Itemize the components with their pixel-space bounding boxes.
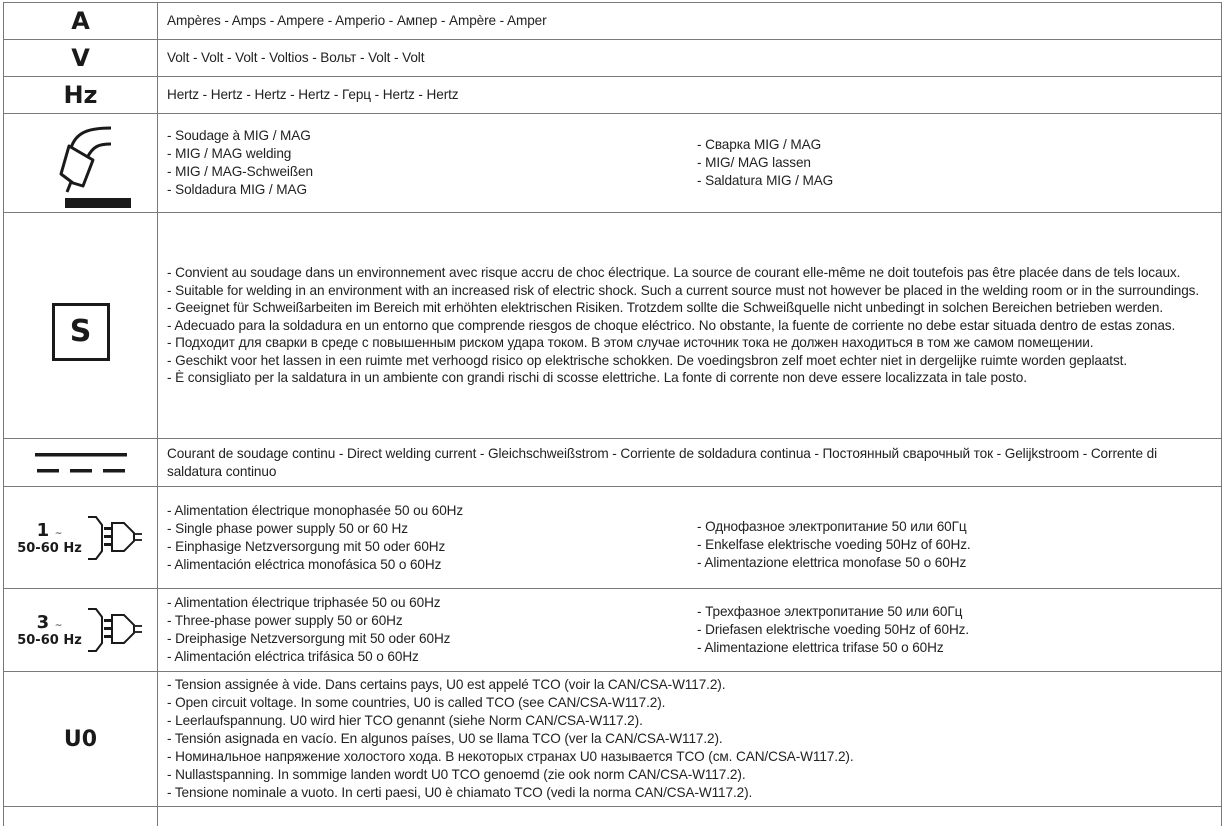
list-item: - Tension assignée à vide. Dans certains pays, U0 est appelé TCO (voir la CAN/CSA-W117.2).	[167, 677, 726, 692]
row-open-circuit-voltage	[4, 671, 1221, 806]
phase-number: 1	[36, 519, 50, 541]
list-item: - Suitable for welding in an environment with an increased risk of electric shock. Such a current source must not however be placed in the welding room or in the surroundings.	[167, 282, 1200, 298]
s-mark-list	[167, 264, 1211, 387]
mig-torch-icon	[31, 118, 131, 208]
description-cell	[158, 589, 1221, 671]
description-cell: Hertz - Hertz - Hertz - Hertz - Герц - Hertz - Hertz	[167, 87, 459, 102]
list-item: - Alimentazione elettrica monofase 50 o 60Hz	[697, 554, 967, 570]
hertz-symbol: Hz	[63, 81, 98, 109]
row-amps	[4, 2, 1221, 39]
description-cell	[158, 807, 1221, 826]
description-cell	[158, 114, 1221, 212]
three-phase-list-left	[167, 594, 697, 666]
list-item: - Dreiphasige Netzversorgung mit 50 oder 60Hz	[167, 631, 451, 646]
list-item: - Open circuit voltage. In some countries, U0 is called TCO (see CAN/CSA-W117.2).	[167, 695, 666, 710]
row-partial	[4, 806, 1221, 826]
symbol-cell: 1 ~ 50-60 Hz	[4, 487, 158, 588]
list-item: - È consigliato per la saldatura in un ambiente con grandi rischi di scosse elettriche. La fonte di corrente non deve essere localizzata in tale posto.	[167, 370, 1027, 386]
mig-list-left	[167, 127, 697, 199]
description-cell: Volt - Volt - Volt - Voltios - Вольт - Volt - Volt	[167, 50, 425, 65]
list-item: - Alimentación eléctrica monofásica 50 o 60Hz	[167, 556, 442, 572]
symbols-table	[3, 2, 1222, 826]
list-item: - MIG / MAG welding	[167, 146, 292, 161]
amps-symbol: A	[71, 7, 90, 35]
list-item: - MIG/ MAG lassen	[697, 155, 811, 170]
list-item: - Einphasige Netzversorgung mit 50 oder 60Hz	[167, 538, 446, 554]
phase-number: 3	[36, 612, 50, 633]
frequency-label: 50-60 Hz	[17, 633, 82, 648]
row-hertz	[4, 76, 1221, 113]
list-item: - Трехфазное электропитание 50 или 60Гц	[697, 604, 963, 619]
description-cell: Courant de soudage continu - Direct welding current - Gleichschweißstrom - Corriente de soldadura continua - Постоянный сварочный ток - Gelijkstroom - Corrente di saldatura continuo	[167, 445, 1157, 479]
list-item: - Alimentazione elettrica trifase 50 o 60Hz	[697, 640, 944, 655]
description-cell: Ampères - Amps - Ampere - Amperio - Ампер - Ampère - Amper	[167, 13, 547, 28]
symbol-cell	[4, 3, 158, 39]
list-item: - Однофазное электропитание 50 или 60Гц	[697, 518, 967, 534]
list-item: - Soldadura MIG / MAG	[167, 182, 307, 197]
list-item: - Geschikt voor het lassen in een ruimte met verhoogd risico op elektrische schokken. De voedingsbron zelf moet echter niet in dergelijke ruimte worden geplaatst.	[167, 352, 1128, 368]
list-item: - Adecuado para la soldadura en un entorno que comprende riesgos de choque eléctrico. No obstante, la fuente de corriente no debe estar situada dentro de estas zonas.	[167, 317, 1176, 333]
u0-list	[167, 676, 1211, 802]
description-cell	[158, 672, 1221, 806]
u0-symbol: U0	[63, 726, 98, 752]
list-item: - Tensión asignada en vacío. En algunos países, U0 se llama TCO (ver la CAN/CSA-W117.2).	[167, 731, 723, 746]
s-mark-icon: S	[52, 303, 110, 361]
frequency-label: 50-60 Hz	[17, 540, 82, 556]
symbol-cell	[4, 213, 158, 438]
symbol-cell	[4, 77, 158, 113]
direct-current-icon	[33, 450, 129, 476]
symbol-cell: 3 ~ 50-60 Hz	[4, 589, 158, 671]
volt-symbol: V	[71, 44, 90, 72]
single-phase-list-right	[697, 502, 1211, 574]
list-item: - Three-phase power supply 50 or 60Hz	[167, 613, 403, 628]
list-item: - Сварка MIG / MAG	[697, 137, 822, 152]
description-cell	[158, 213, 1221, 438]
row-volt	[4, 39, 1221, 76]
list-item: - Подходит для сварки в среде с повышенным риском удара током. В этом случае источник тока не должен находиться в том же самом помещении.	[167, 335, 1094, 351]
list-item: - Номинальное напряжение холостого хода. В некоторых странах U0 называется TCO (см. CAN/CSA-W117.2).	[167, 749, 854, 764]
symbol-cell	[4, 114, 158, 212]
list-item: - Tensione nominale a vuoto. In certi paesi, U0 è chiamato TCO (vedi la norma CAN/CSA-W117.2).	[167, 785, 753, 800]
list-item: - Soudage à MIG / MAG	[167, 128, 311, 143]
three-phase-list-right	[697, 594, 1211, 666]
list-item: - Geeignet für Schweißarbeiten im Bereich mit erhöhten elektrischen Risiken. Trotzdem sollte die Schweißquelle nicht unbedingt in solchen Bereichen betrieben werden.	[167, 300, 1164, 316]
single-phase-list-left	[167, 502, 697, 574]
row-single-phase	[4, 486, 1221, 588]
description-cell	[158, 487, 1221, 588]
list-item: - Saldatura MIG / MAG	[697, 173, 834, 188]
list-item: - Enkelfase elektrische voeding 50Hz of 60Hz.	[697, 536, 971, 552]
symbol-cell	[4, 672, 158, 806]
mig-list-right	[697, 127, 1211, 199]
list-item: - Leerlaufspannung. U0 wird hier TCO genannt (siehe Norm CAN/CSA-W117.2).	[167, 713, 643, 728]
list-item: - Single phase power supply 50 or 60 Hz	[167, 520, 408, 536]
list-item: - Alimentation électrique triphasée 50 ou 60Hz	[167, 595, 441, 610]
symbol-cell	[4, 807, 158, 826]
list-item: - MIG / MAG-Schweißen	[167, 164, 313, 179]
list-item: - Alimentación eléctrica trifásica 50 o 60Hz	[167, 649, 419, 664]
symbol-cell	[4, 40, 158, 76]
power-plug-icon	[86, 607, 144, 653]
row-mig-mag	[4, 113, 1221, 212]
symbol-cell	[4, 439, 158, 486]
list-item: - Nullastspanning. In sommige landen wordt U0 TCO genoemd (zie ook norm CAN/CSA-W117.2).	[167, 767, 746, 782]
list-item: - Alimentation électrique monophasée 50 ou 60Hz	[167, 502, 464, 518]
power-plug-icon	[86, 515, 144, 561]
row-three-phase	[4, 588, 1221, 671]
row-direct-current	[4, 438, 1221, 486]
row-s-mark	[4, 212, 1221, 438]
list-item: - Driefasen elektrische voeding 50Hz of 60Hz.	[697, 622, 970, 637]
list-item: - Convient au soudage dans un environnement avec risque accru de choc électrique. La source de courant elle-même ne doit toutefois pas être placée dans de tels locaux.	[167, 265, 1181, 281]
